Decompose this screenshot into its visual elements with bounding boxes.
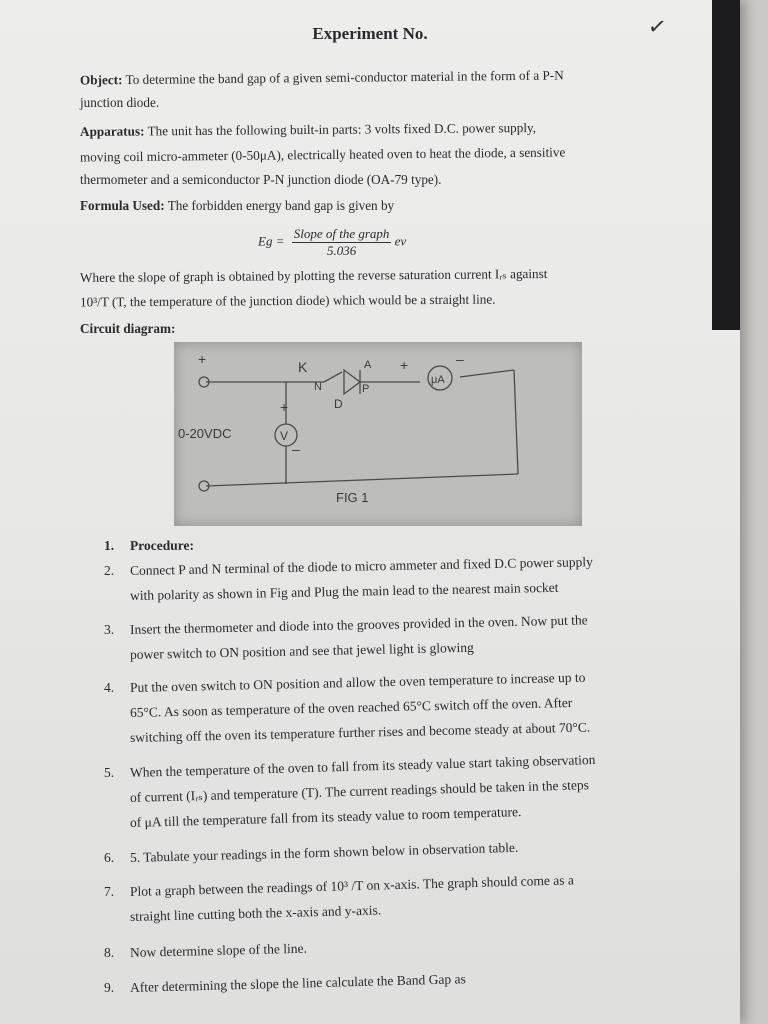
object-line-2: junction diode. — [80, 95, 160, 110]
d-label: D — [334, 397, 343, 411]
apparatus-line-3: thermometer and a semiconductor P-N junction diode (OA-79 type). — [80, 172, 442, 187]
supply-label: 0-20VDC — [178, 426, 232, 441]
label-minus-ammeter: – — [456, 351, 464, 367]
procedure-step-text: Put the oven switch to ON position and allow the oven temperature to increase up to — [129, 669, 586, 695]
procedure-step-text: 5. Tabulate your readings in the form shown below in observation table. — [129, 839, 519, 865]
object-label: Object: — [79, 72, 123, 88]
label-plus-left: + — [198, 351, 207, 367]
procedure-step-text: Insert the thermometer and diode into the grooves provided in the oven. Now put the — [129, 612, 588, 637]
n-label: N — [314, 381, 322, 393]
formula-denominator: 5.036 — [326, 243, 357, 258]
formula-fraction — [292, 226, 392, 259]
p-label: P — [362, 383, 370, 395]
formula-used-label: Formula Used: — [80, 198, 165, 213]
diode-symbol — [344, 370, 360, 394]
procedure-step-text: Procedure: — [129, 537, 195, 553]
procedure-step-number: 3. — [104, 622, 115, 637]
procedure-step-text: switching off the oven its temperature further rises and become steady at about 70°C. — [129, 719, 591, 745]
procedure-step-text: Now determine slope of the line. — [129, 940, 308, 960]
procedure-step-text: Connect P and N terminal of the diode to micro ammeter and fixed D.C power supply — [129, 554, 593, 578]
procedure-step-number: 9. — [104, 980, 115, 995]
object-line-1 — [80, 67, 564, 88]
formula-unit: ev — [394, 233, 407, 249]
formula-used-text: The forbidden energy band gap is given by — [167, 198, 395, 213]
procedure-step-text: When the temperature of the oven to fall from its steady value start taking observation — [129, 752, 596, 780]
page-title: Experiment No. — [312, 24, 428, 43]
apparatus-line-2: moving coil micro-ammeter (0-50μA), electrically heated oven to heat the diode, a sensitive — [79, 144, 566, 165]
circuit-diagram — [174, 342, 582, 526]
procedure-step-text: Plot a graph between the readings of 10³ /T on x-axis. The graph should come as a — [129, 872, 575, 899]
object-text: To determine the band gap of a given semi-conductor material in the form of a P-N — [125, 67, 564, 88]
key-label: K — [298, 359, 308, 375]
voltmeter-label: V — [280, 429, 289, 443]
procedure-step-text: with polarity as shown in Fig and Plug the main lead to the nearest main socket — [129, 579, 559, 603]
procedure-step-text: of μA till the temperature fall from its steady value to room temperature. — [129, 804, 522, 830]
band-gap-formula — [258, 226, 406, 259]
where-line-1: Where the slope of graph is obtained by plotting the reverse saturation current Iᵣₛ against — [79, 265, 548, 286]
apparatus-label: Apparatus: — [79, 123, 145, 139]
wire-top-right — [460, 370, 514, 377]
fig-label: FIG 1 — [336, 490, 369, 505]
ammeter-label: μA — [431, 374, 445, 386]
procedure-step-number: 2. — [104, 563, 115, 578]
procedure-step-number: 7. — [104, 884, 115, 899]
formula-numerator: Slope of the graph — [293, 226, 390, 241]
label-plus-volt: + — [280, 399, 289, 415]
procedure-step-number: 5. — [104, 765, 115, 780]
wire-right — [514, 370, 518, 474]
where-line-2: 10³/T (T, the temperature of the junction diode) which would be a straight line. — [79, 291, 496, 310]
key-switch — [324, 372, 342, 382]
procedure-step-number: 1. — [104, 538, 115, 553]
procedure-step-text: straight line cutting both the x-axis and y-axis. — [129, 902, 382, 924]
procedure-step-text: After determining the slope the line calculate the Band Gap as — [129, 971, 466, 995]
formula-used-line — [80, 198, 394, 214]
procedure-step-text: of current (Iᵣₛ) and temperature (T). The current readings should be taken in the steps — [129, 777, 590, 805]
procedure-step-number: 8. — [104, 945, 115, 960]
circuit-svg — [174, 342, 582, 526]
a-label: A — [364, 359, 372, 371]
circuit-diagram-label: Circuit diagram: — [80, 321, 176, 336]
procedure-step-text: power switch to ON position and see that jewel light is glowing — [129, 639, 474, 662]
label-minus-volt: – — [292, 441, 300, 457]
procedure-step-text: 65°C. As soon as temperature of the oven reached 65°C switch off the oven. After — [129, 694, 573, 720]
page-shadow — [712, 0, 740, 330]
apparatus-line-1 — [80, 120, 536, 140]
label-plus-ammeter: + — [400, 357, 409, 373]
procedure-step-number: 6. — [104, 850, 115, 865]
procedure-step-number: 4. — [104, 680, 115, 695]
checkmark-icon: ✓ — [646, 12, 669, 41]
wire-bottom — [206, 474, 518, 486]
apparatus-text-1: The unit has the following built-in parts: 3 volts fixed D.C. power supply, — [147, 120, 537, 139]
formula-lhs: Eg = — [258, 233, 285, 249]
